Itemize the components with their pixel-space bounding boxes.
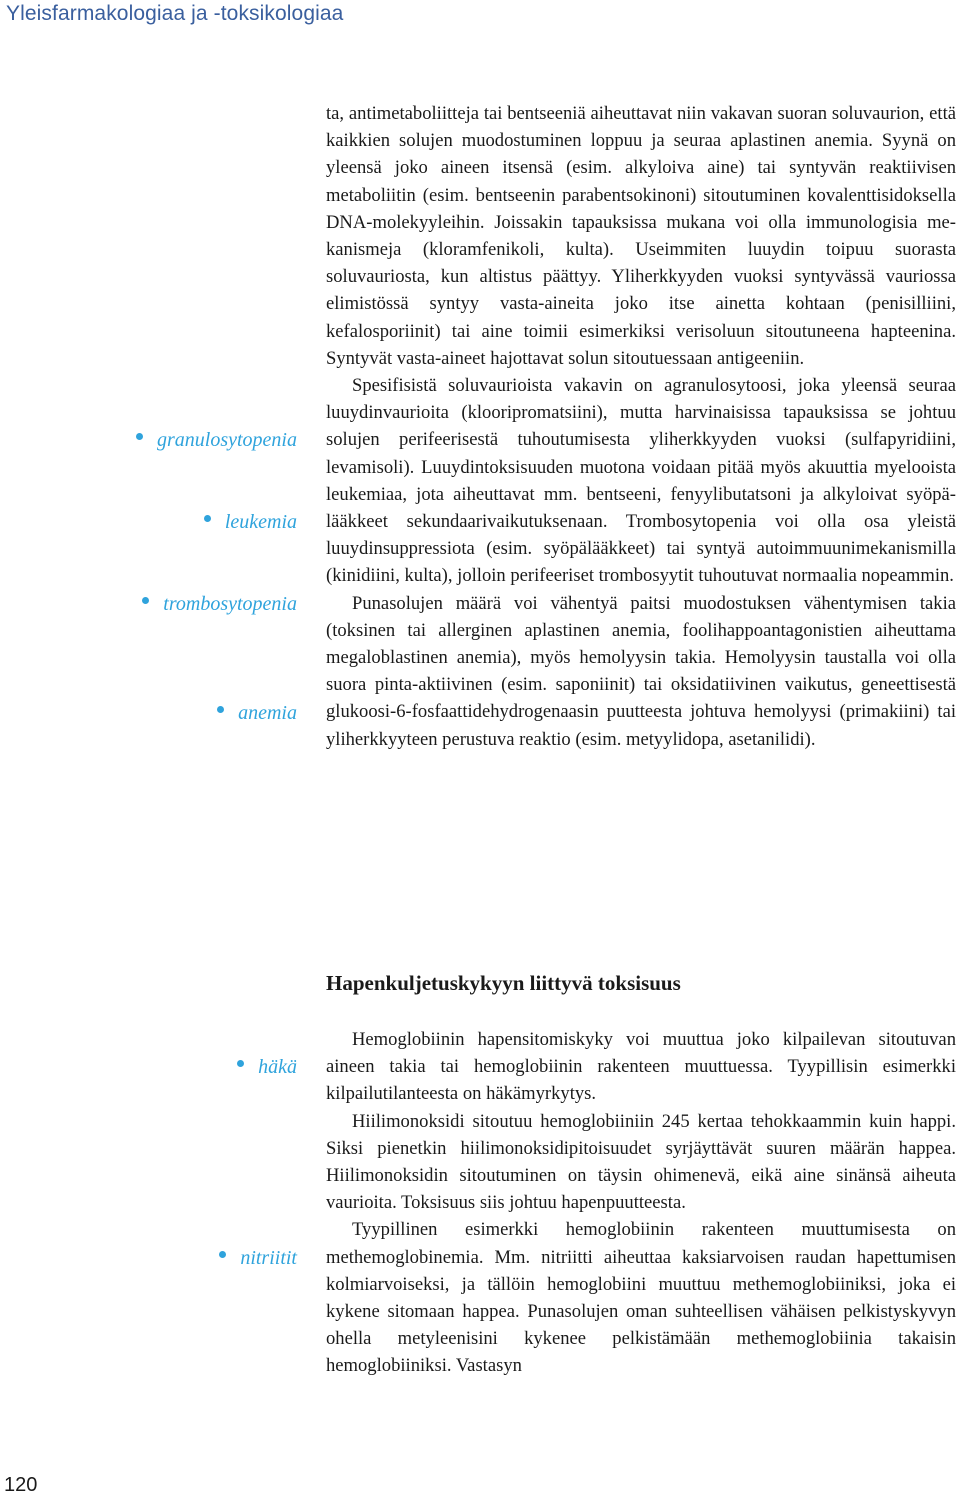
margin-note-label: leukemia: [224, 511, 297, 533]
paragraph: Spesifisistä soluvaurioista vakavin on agranulosytoosi, joka yleensä seuraa luuydinvaurioita (klooripromatsiini), mutta harvinaisissa tapauksissa se johtuu solujen perifeerisestä tuhoutumisesta yliherkkyyden vuoksi (sulfapyridiini, levamisoli). Luuydintoksisuuden muotona voidaan pitää myös akuuttia myelooista leukemiaa, jota aiheuttavat mm. bentseeni, fenyylibutatsoni ja alkyloivat syöpälääkkeet sekundaarivaikutuksenaan. Trombosytopenia voi olla osa yleistä luuydinsuppressiota (esim. syöpälääkkeet) tai syntyä autoimmuunimekanismilla (kinidiini, kulta), jolloin perifeeriset trombosyytit tuhoutuvat normaalia nopeammin.: [326, 375, 956, 587]
margin-note-haka: [237, 1055, 297, 1079]
margin-note-nitriitit: [219, 1246, 297, 1270]
margin-note-trombosytopenia: [142, 592, 297, 616]
bullet-icon: [136, 433, 143, 440]
bullet-icon: [219, 1251, 226, 1258]
bullet-icon: [204, 515, 211, 522]
margin-note-anemia: [217, 701, 297, 725]
paragraph: Hemoglobiinin hapensitomiskyky voi muuttua joko kilpailevan sitoutuvan aineen takia tai hemoglobiinin rakenteen muuttuessa. Tyypillisin esimerkki kilpailutilanteesta on häkämyrkytys.: [326, 1029, 956, 1105]
margin-note-leukemia: [204, 510, 297, 534]
margin-note-label: granulosytopenia: [157, 429, 297, 451]
bullet-icon: [142, 597, 149, 604]
bullet-icon: [217, 706, 224, 713]
bullet-icon: [237, 1060, 244, 1067]
page-number: 120: [4, 1474, 38, 1496]
margin-note-label: anemia: [238, 702, 297, 724]
margin-note-label: häkä: [258, 1056, 297, 1078]
body-text-lower: [326, 1026, 956, 1380]
margin-note-granulosytopenia: [136, 428, 297, 452]
body-text-upper: [326, 100, 956, 753]
section-heading: Hapenkuljetuskykyyn liittyvä toksisuus: [326, 971, 681, 995]
paragraph: Hiilimonoksidi sitoutuu hemoglobiiniin 245 kertaa tehokkaammin kuin happi. Siksi pienetkin hiilimonoksidipitoisuudet syrjäyttävät suuren määrän happea. Hiilimonoksidin sitoutuminen on täysin ohimenevä, eikä aine sinänsä aiheuta vaurioita. Toksisuus siis johtuu hapenpuutteesta.: [326, 1110, 956, 1214]
running-header: Yleisfarmakologiaa ja -toksikologiaa: [6, 2, 344, 25]
margin-note-label: nitriitit: [240, 1247, 297, 1269]
paragraph: Tyypillinen esimerkki hemoglobiinin rakenteen muuttumisesta on methemoglobinemia. Mm. nitriitti aiheuttaa kaksiarvoisen raudan hapettumisen kolmiarvoiseksi, ja tällöin hemoglobiini muuttuu methemoglobiiniksi, joka ei kykene sitomaan happea. Punasolujen oman suhteellisen vähäisen pelkistyskyvyn ohella metyleenisini kykenee pelkistämään methemoglobiinia takaisin hemoglobiiniksi. Vastasyn: [326, 1219, 956, 1377]
margin-note-label: trombosytopenia: [163, 593, 297, 615]
paragraph: Punasolujen määrä voi vähentyä paitsi muodostuksen vähentymisen takia (toksinen tai allerginen aplastinen anemia, foolihappoantagonistien aiheuttama megaloblastinen anemia), myös hemolyysin takia. Hemolyysin taustalla voi olla suora pinta-aktiivinen (esim. saponiinit) tai oksidatiivinen vaikutus, geneettisestä glukoosi-6-fosfaattidehydrogenaasin puutteesta johtuva hemolyysi (primakiini) tai yliherkkyyteen perustuva reaktio (esim. metyylidopa, asetanilidi).: [326, 592, 956, 750]
paragraph: ta, antimetaboliitteja tai bentseeniä aiheuttavat niin vakavan suoran soluvaurion, että kaikkien solujen muodostuminen loppuu ja seuraa aplastinen anemia. Syynä on yleensä joko aineen itsensä (esim. alkyloiva aine) tai syntyvän reaktiivisen metaboliitin (esim. bentseenin parabentsokinoni) sitoutuminen kovalenttisidoksella DNA-molekyyleihin. Joissakin tapauksissa mukana voi olla immunologisia mekanismeja (kloramfenikoli, kulta). Useimmiten luuydin toipuu suorasta soluvauriosta, kun altistus päättyy. Yliherkkyyden vuoksi syntyvässä vauriossa elimistössä syntyy vasta-aineita joko itse ainetta kohtaan (penisilliini, kefalosporiinit) tai aine toimii esimerkiksi verisoluun sitoutuneena hapteenina. Syntyvät vasta-aineet hajottavat solun sitoutuessaan antigeeniin.: [326, 103, 956, 369]
